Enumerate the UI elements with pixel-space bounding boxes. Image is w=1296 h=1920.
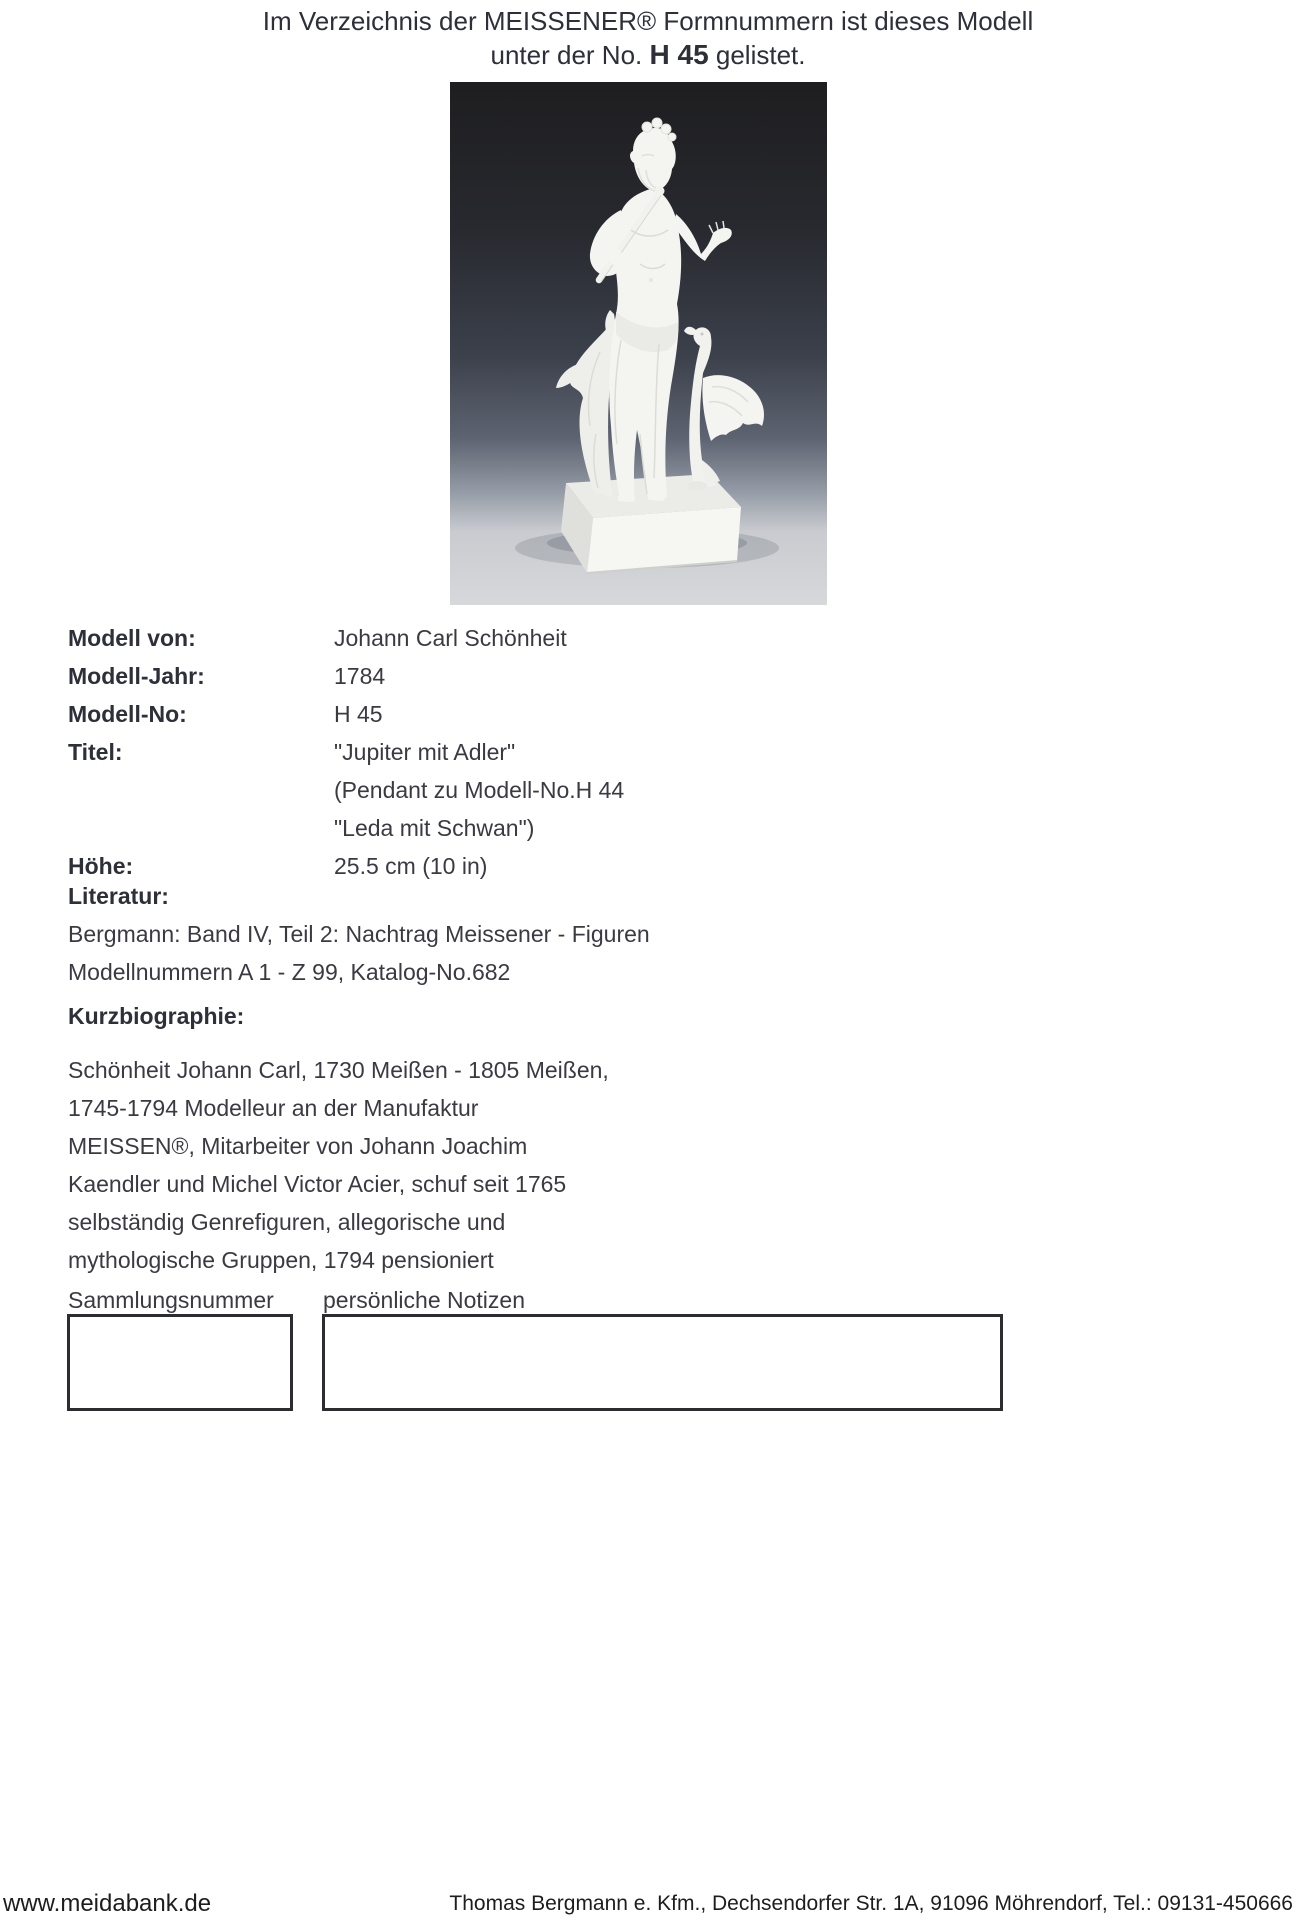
detail-value: 25.5 cm (10 in): [334, 853, 488, 879]
detail-row-titel-continuation: [68, 809, 624, 847]
biography-paragraph: [68, 1051, 609, 1279]
detail-row-titel-continuation: [68, 771, 624, 809]
detail-label: [68, 771, 334, 809]
detail-value: 1784: [334, 663, 386, 689]
detail-label: Höhe:: [68, 853, 134, 879]
detail-row-modell-von: [68, 619, 624, 657]
biography-line: selbständig Genrefiguren, allegorische und: [68, 1209, 506, 1235]
page-header: [0, 4, 1296, 72]
literature-heading: Literatur:: [68, 883, 169, 909]
biography-line: mythologische Gruppen, 1794 pensioniert: [68, 1247, 494, 1273]
detail-label: Modell-Jahr:: [68, 663, 205, 689]
detail-label: Modell von:: [68, 625, 196, 651]
statue-illustration: [450, 82, 827, 605]
personal-notes-label: persönliche Notizen: [323, 1287, 526, 1313]
biography-heading: Kurzbiographie:: [68, 1003, 245, 1029]
biography-line: MEISSEN®, Mitarbeiter von Johann Joachim: [68, 1133, 528, 1159]
literature-line: Bergmann: Band IV, Teil 2: Nachtrag Meissener - Figuren: [68, 921, 650, 947]
detail-value: H 45: [334, 701, 383, 727]
detail-row-modell-jahr: [68, 657, 624, 695]
detail-value: Johann Carl Schönheit: [334, 625, 567, 651]
collection-number-box[interactable]: [67, 1314, 293, 1411]
header-line-2: [0, 38, 1296, 72]
detail-value: (Pendant zu Modell-No.H 44: [334, 777, 625, 803]
biography-line: Schönheit Johann Carl, 1730 Meißen - 1805 Meißen,: [68, 1057, 609, 1083]
collection-number-label: Sammlungsnummer: [68, 1287, 274, 1313]
literature-line: Modellnummern A 1 - Z 99, Katalog-No.682: [68, 959, 511, 985]
model-details: [68, 619, 624, 885]
detail-label: Titel:: [68, 739, 123, 765]
website-link[interactable]: www.meidabank.de: [3, 1890, 212, 1917]
header-line-2-prefix: unter der No.: [490, 40, 650, 70]
biography-line: 1745-1794 Modelleur an der Manufaktur: [68, 1095, 479, 1121]
page-footer: [3, 1891, 1293, 1917]
header-line-1: Im Verzeichnis der MEISSENER® Formnummern ist dieses Modell: [262, 6, 1034, 36]
personal-notes-box[interactable]: [322, 1314, 1003, 1411]
detail-value: "Jupiter mit Adler": [334, 739, 516, 765]
detail-label: [68, 809, 334, 847]
header-line-2-suffix: gelistet.: [708, 40, 806, 70]
biography-line: Kaendler und Michel Victor Acier, schuf seit 1765: [68, 1171, 567, 1197]
model-number-highlight: H 45: [649, 39, 709, 70]
detail-row-modell-no: [68, 695, 624, 733]
literature-section: [68, 877, 650, 991]
detail-row-titel: [68, 733, 624, 771]
product-photo: [450, 82, 827, 605]
detail-value: "Leda mit Schwan"): [334, 815, 535, 841]
dealer-contact-info: Thomas Bergmann e. Kfm., Dechsendorfer Str. 1A, 91096 Möhrendorf, Tel.: 09131-450666: [449, 1892, 1293, 1915]
detail-label: Modell-No:: [68, 701, 187, 727]
